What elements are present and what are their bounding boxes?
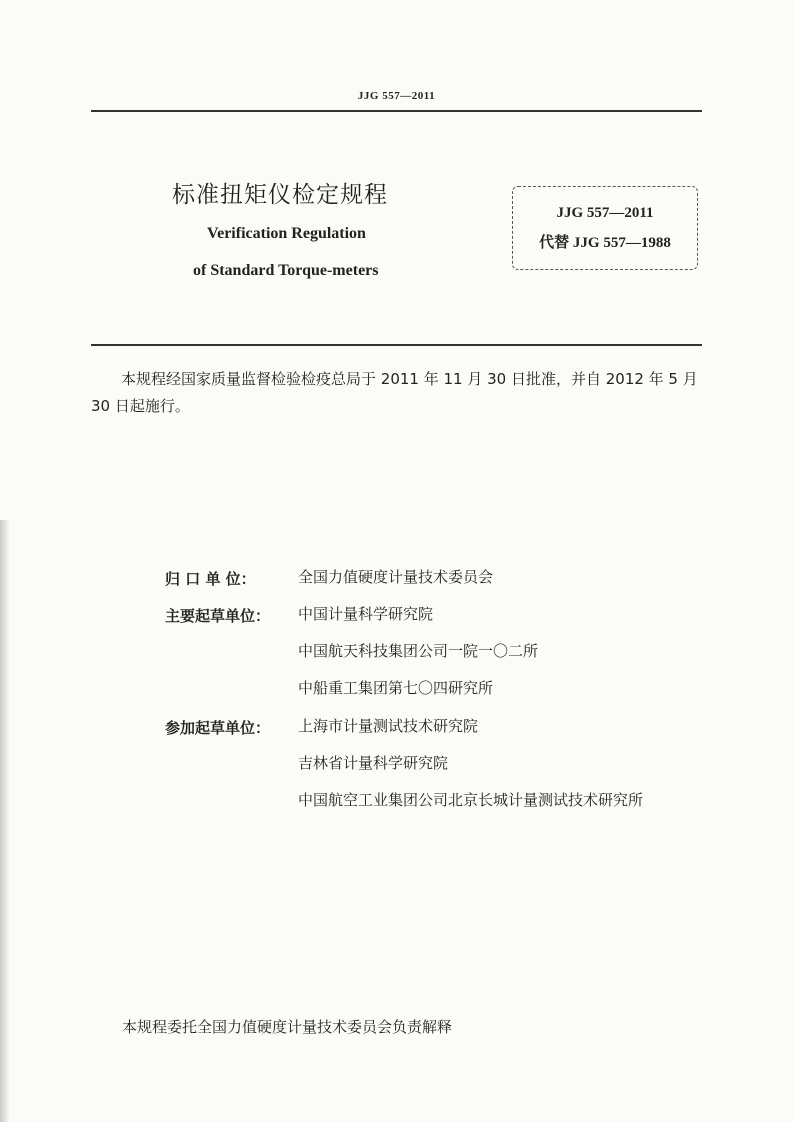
regulation-code: JJG 557—2011	[556, 205, 654, 221]
unit-row-participating-drafters	[165, 717, 705, 867]
header-rule	[91, 110, 702, 112]
unit-value-line: 中国航天科技集团公司一院一〇二所	[298, 642, 539, 660]
regulation-code-box	[512, 186, 698, 270]
drafting-units-list	[165, 568, 705, 867]
title-english-line2: of Standard Torque-meters	[193, 262, 379, 279]
title-chinese: 标准扭矩仪检定规程	[172, 182, 388, 208]
unit-value	[298, 596, 708, 707]
approval-statement	[91, 366, 702, 420]
scan-edge-shadow	[0, 520, 10, 1122]
unit-value-line: 上海市计量测试技术研究院	[298, 717, 479, 735]
section-rule	[91, 344, 702, 346]
unit-value-line: 中船重工集团第七〇四研究所	[298, 679, 494, 697]
running-header-code: JJG 557—2011	[357, 90, 436, 102]
unit-value-line: 吉林省计量科学研究院	[298, 754, 449, 772]
unit-label: 参加起草单位：	[165, 719, 271, 737]
unit-value-line: 中国航空工业集团公司北京长城计量测试技术研究所	[298, 791, 644, 809]
unit-label: 归 口 单 位：	[165, 570, 256, 588]
approval-text: 本规程经国家质量监督检验检疫总局于 2011 年 11 月 30 日批准，并自 2012 年 5 月 30 日起施行。	[91, 370, 698, 415]
title-english-line1: Verification Regulation	[207, 225, 366, 242]
unit-value-line: 中国计量科学研究院	[298, 605, 434, 623]
unit-value	[298, 708, 708, 819]
unit-value-line: 全国力值硬度计量技术委员会	[298, 568, 494, 586]
interpretation-note: 本规程委托全国力值硬度计量技术委员会负责解释	[122, 1018, 453, 1036]
replaced-regulation-code: 代替 JJG 557—1988	[539, 235, 671, 251]
unit-value	[298, 559, 708, 596]
unit-label: 主要起草单位：	[165, 607, 271, 625]
unit-row-main-drafters	[165, 605, 705, 717]
